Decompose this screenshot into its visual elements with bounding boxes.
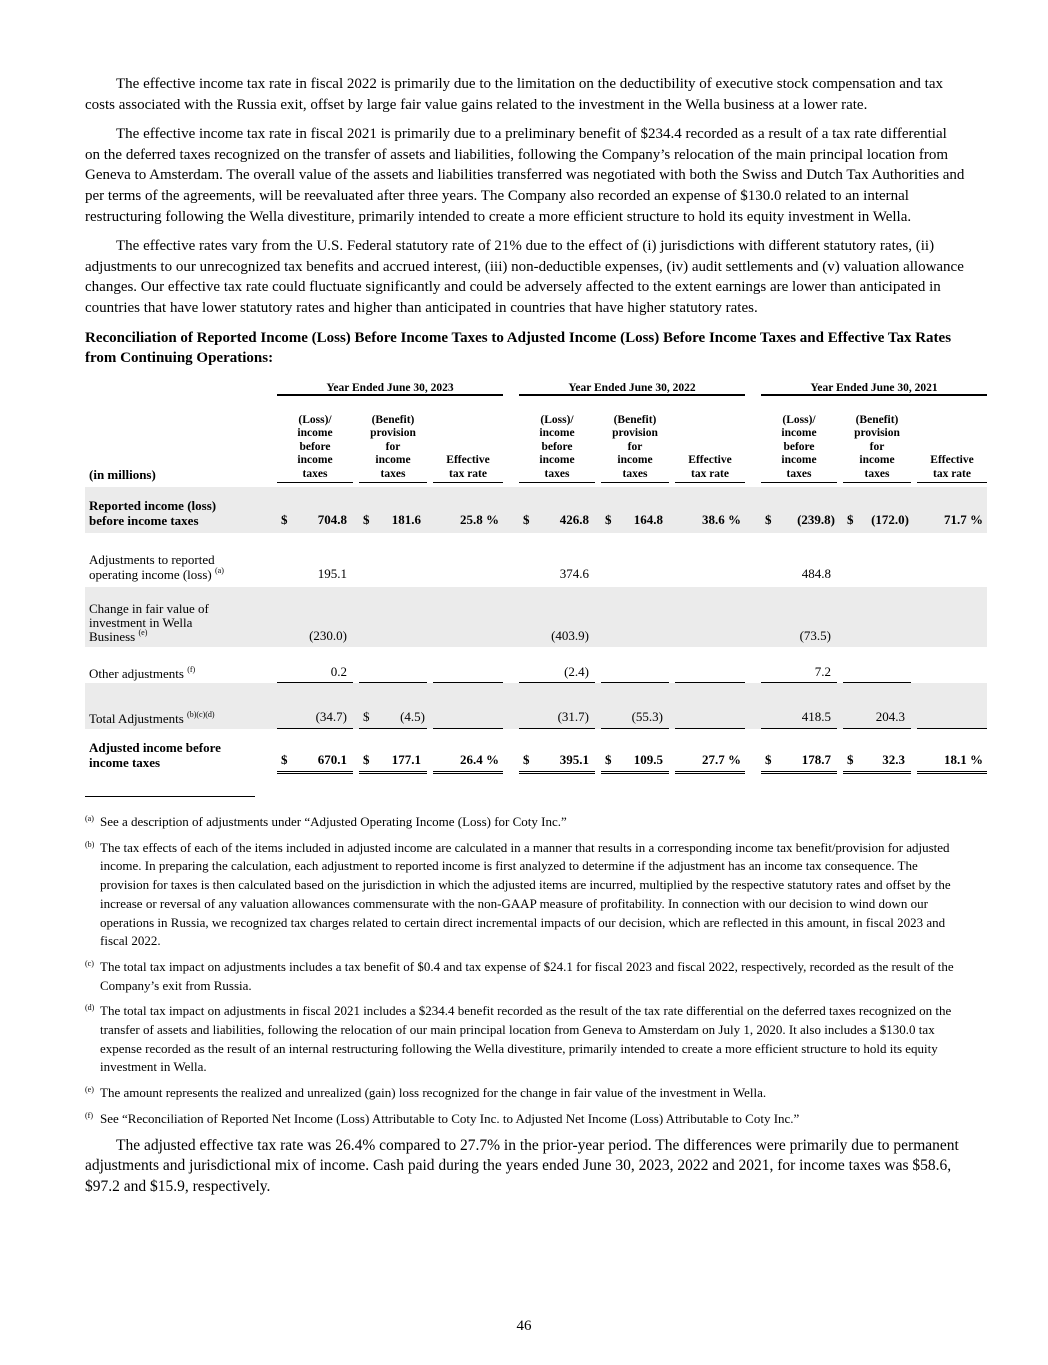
reconciliation-heading: Reconciliation of Reported Income (Loss) Before Income Taxes to Adjusted Income (Loss) Before Income Taxes and Effective Tax Rates from Continuing Operations: [85,329,952,366]
column-header-row [85,414,987,482]
col-rate-2021: Effective tax rate [917,414,987,482]
other-income-2023: 0.2 [277,647,353,683]
adjusted-provision-2021: 32.3 [882,752,905,767]
adj-op-income-2023: 195.1 [317,565,347,581]
reported-rate-2023: 25.8 % [433,487,503,533]
reconciliation-table [85,376,987,774]
footnote-marker-a: (a) [215,565,224,575]
reported-rate-2021: 71.7 % [917,487,987,533]
page-number: 46 [516,1318,532,1334]
footnote-d: (d) The total tax impact on adjustments in fiscal 2021 includes a $234.4 benefit recorded as the result of the tax rate differential on the deferred taxes recognized on the transfer of assets and liabilities, following the relocation of our main principal location from Geneva to Amsterdam on July 1, 2020. It also includes a $130.0 tax expense recorded as the result of an internal restructuring following the Wella divestiture, primarily intended to create a more efficient structure to hold its equity investment in Wella. [85,1003,952,1075]
closing-paragraph: The adjusted effective tax rate was 26.4% compared to 27.7% in the prior-year period. The differences were primarily due to permanent adjustments and jurisdictional mix of income. Cash paid during the years ended June 30, 2023, 2022 and 2021, for income taxes was $58.6, $97.2 and $15.9, respectively. [85,1136,959,1195]
footnote-marker-bcd: (b)(c)(d) [187,709,215,719]
fair-value-income-2022: (403.9) [519,587,595,647]
footnote-f: (f) See “Reconciliation of Reported Net Income (Loss) Attributable to Coty Inc. to Adjusted Net Income (Loss) Attributable to Coty Inc.” [85,1110,800,1126]
units-label: (in millions) [89,467,156,482]
table-row-reported: Reported income (loss) before income taxes $ 704.8 $ 181.6 25.8 % $ 426.8 $ 164.8 38.6 % $ (239.8) $ (172.0) 71.7 % [85,487,987,533]
year-header-2022: Year Ended June 30, 2022 [519,376,745,395]
adjusted-income-2022: 395.1 [559,752,589,767]
paragraph-effective-rates: The effective rates vary from the U.S. Federal statutory rate of 21% due to the effect of (i) jurisdictions with different statutory rates, (ii) adjustments to our unrecognized tax benefits and accrued interest, (iii) non-deductible expenses, (iv) audit settlements and (v) valuation allowance changes. Our effective tax rate could fluctuate significantly and could be adversely affected to the extent earnings are lower than anticipated in countries that have lower statutory rates and higher than anticipated in countries that have higher statutory rates. [85,238,964,316]
total-provision-2023: (4.5) [400,709,425,724]
reported-provision-2023: 181.6 [391,511,421,527]
total-income-2022: (31.7) [519,683,595,729]
fair-value-income-2021: (73.5) [761,587,837,647]
table-row-adjustments-operating: Adjustments to reported operating income (loss) $^{(a)}$ 195.1 374.6 484.8 [85,533,987,587]
year-header-row [85,376,987,395]
total-provision-2021: 204.3 [843,683,911,729]
reported-rate-2022: 38.6 % [675,487,745,533]
adjusted-provision-2022: 109.5 [633,752,663,767]
reported-provision-2021: (172.0) [871,511,909,527]
footnote-marker-f: (f) [187,664,196,674]
footnote-b: (b) The tax effects of each of the items included in adjusted income are calculated in a manner that results in a corresponding income tax benefit/provision for adjusted income. In preparing the calculation, each adjustment to reported income is first analyzed to determine if the adjustment has an income tax consequence. The provision for taxes is then calculated based on the jurisdiction in which the adjusted items are incurred, multiplied by the respective statutory rates and offset by the increase or reversal of any valuation allowances commensurate with the non-GAAP measure of profitability. In connection with our decision to wind down our operations in Russia, we recognized tax charges related to certain direct incremental impacts of our decision, which are reflected in this amount, in fiscal 2023 and fiscal 2022. [85,839,951,949]
currency-symbol: $ [281,511,288,527]
total-income-2021: 418.5 [761,683,837,729]
other-income-2022: (2.4) [519,647,595,683]
table-row-other: Other adjustments $^{(f)}$ 0.2 (2.4) 7.2 [85,647,987,683]
footnote-c: (c) The total tax impact on adjustments includes a tax benefit of $0.4 and tax expense of $24.1 for fiscal 2023 and fiscal 2022, respectively, recorded as the result of the Company’s exit from Russia. [85,958,954,993]
col-income-2021: (Loss)/ income before income taxes [761,414,837,482]
reported-provision-2022: 164.8 [633,511,663,527]
col-income-2023: (Loss)/ income before income taxes [277,414,353,482]
total-provision-2022: (55.3) [601,683,669,729]
year-header-2021: Year Ended June 30, 2021 [761,376,987,395]
footnote-a: (a) See a description of adjustments under “Adjusted Operating Income (Loss) for Coty Inc.” [85,814,567,829]
col-provision-2021: (Benefit) provision for income taxes [843,414,911,482]
col-income-2022: (Loss)/ income before income taxes [519,414,595,482]
reported-income-2023: 704.8 [317,511,347,527]
adjusted-income-2023: 670.1 [317,752,347,767]
adjusted-rate-2023: 26.4 % [433,729,503,773]
reported-income-2021: (239.8) [797,511,835,527]
adjusted-rate-2021: 18.1 % [917,729,987,773]
document-page [85,74,983,1206]
year-header-2023: Year Ended June 30, 2023 [277,376,503,395]
adjusted-rate-2022: 27.7 % [675,729,745,773]
reported-income-2022: 426.8 [559,511,589,527]
paragraph-fiscal-2021: The effective income tax rate in fiscal 2021 is primarily due to a preliminary benefit of $234.4 recorded as a result of a tax rate differential on the deferred taxes recognized on the transfer of assets and liabilities, following the Company’s relocation of the main principal location from Geneva to Amsterdam. The overall value of the assets and liabilities transferred was negotiated with both the Swiss and Dutch Tax Authorities and per terms of the agreements, will be reevaluated after three years. The Company also recorded an expense of $130.0 related to an internal restructuring following the Wella divestiture, primarily intended to create a more efficient structure to hold its equity investment in Wella. [85,126,965,225]
col-provision-2023: (Benefit) provision for income taxes [359,414,427,482]
adjusted-provision-2023: 177.1 [391,752,421,767]
footnote-e: (e) The amount represents the realized and unrealized (gain) loss recognized for the change in fair value of the investment in Wella. [85,1085,767,1101]
fair-value-income-2023: (230.0) [277,587,353,647]
adj-op-income-2022: 374.6 [559,565,589,581]
adj-op-income-2021: 484.8 [801,565,831,581]
table-row-total: Total Adjustments $^{(b)(c)(d)}$ (34.7) $ (4.5) (31.7) (55.3) 418.5 204.3 [85,683,987,729]
other-income-2021: 7.2 [761,647,837,683]
table-row-adjusted: Adjusted income before income taxes $ 670.1 $ 177.1 26.4 % $ 395.1 $ 109.5 27.7 % $ 178.7 $ 32.3 18.1 % [85,729,987,773]
total-income-2023: (34.7) [277,683,353,729]
adjusted-income-2021: 178.7 [801,752,831,767]
footnote-divider [85,796,255,797]
footnote-marker-e: (e) [138,627,148,637]
col-provision-2022: (Benefit) provision for income taxes [601,414,669,482]
table-row-fair-value: Change in fair value of investment in Wella Business $^{(e)}$ (230.0) (403.9) (73.5) [85,587,987,647]
col-rate-2023: Effective tax rate [433,414,503,482]
paragraph-fiscal-2022: The effective income tax rate in fiscal 2022 is primarily due to the limitation on the deductibility of executive stock compensation and tax costs associated with the Russia exit, offset by large fair value gains related to the investment in the Wella business at a lower rate. [85,76,943,113]
col-rate-2022: Effective tax rate [675,414,745,482]
